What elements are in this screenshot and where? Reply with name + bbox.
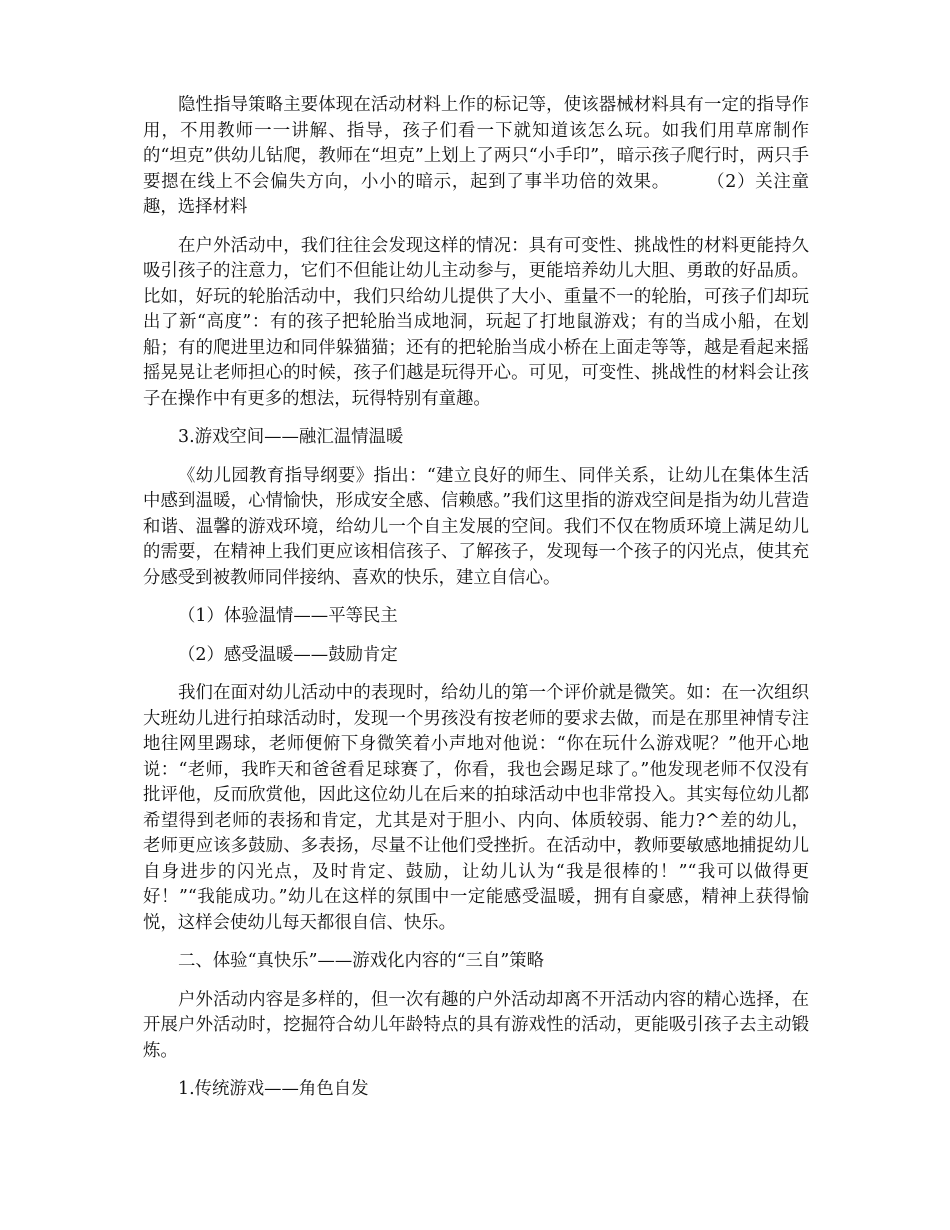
paragraph-outdoor-materials: 在户外活动中，我们往往会发现这样的情况：具有可变性、挑战性的材料更能持久吸引孩子的注意力，它们不但能让幼儿主动参与，更能培养幼儿大胆、勇敢的好品质。比如，好玩的轮胎活动中，我们只给幼儿提供了大小、重量不一的轮胎，可孩子们却玩出了新“高度”：有的孩子把轮胎当成地洞，玩起了打地鼠游戏；有的当成小船，在划船；有的爬进里边和同伴躲猫猫；还有的把轮胎当成小桥在上面走等等，越是看起来摇摇晃晃让老师担心的时候，孩子们越是玩得开心。可见，可变性、挑战性的材料会让孩子在操作中有更多的想法，玩得特别有童趣。: [143, 235, 809, 409]
heading-traditional-games: 1.传统游戏——角色自发: [178, 1079, 369, 1099]
document-body: [143, 93, 809, 1116]
paragraph-smile-evaluation: 我们在面对幼儿活动中的表现时，给幼儿的第一个评价就是微笑。如：在一次组织大班幼儿进行拍球活动时，发现一个男孩没有按老师的要求去做，而是在那里神情专注地往网里踢球，老师便俯下身微笑着小声地对他说：“你在玩什么游戏呢？”他开心地说：“老师，我昨天和爸爸看足球赛了，你看，我也会踢足球了。”他发现老师不仅没有批评他，反而欣赏他，因此这位幼儿在后来的拍球活动中也非常投入。其实每位幼儿都希望得到老师的表扬和肯定，尤其是对于胆小、内向、体质较弱、能力?^差的幼儿，老师更应该多鼓励、多表扬，尽量不让他们受挫折。在活动中，教师要敏感地捕捉幼儿自身进步的闪光点，及时肯定、鼓励，让幼儿认为“我是很棒的！”“我可以做得更好！”“我能成功。”幼儿在这样的氛围中一定能感受温暖，拥有自豪感，精神上获得愉悦，这样会使幼儿每天都很自信、快乐。: [143, 683, 809, 933]
paragraph-hidden-guidance: 隐性指导策略主要体现在活动材料上作的标记等，使该器械材料具有一定的指导作用，不用教师一一讲解、指导，孩子们看一下就知道该怎么玩。如我们用草席制作的“坦克”供幼儿钻爬，教师在“坦克”上划上了两只“小手印”，暗示孩子爬行时，两只手要摁在线上不会偏失方向，小小的暗示，起到了事半功倍的效果。 （2）关注童趣，选择材料: [143, 95, 809, 217]
subheading-feel-warmth: （2）感受温暖——鼓励肯定: [178, 644, 398, 665]
heading-real-happiness: 二、体验“真快乐”——游戏化内容的“三自”策略: [178, 951, 544, 971]
paragraph-activity-content: 户外活动内容是多样的，但一次有趣的户外活动却离不开活动内容的精心选择，在开展户外活动时，挖掘符合幼儿年龄特点的具有游戏性的活动，更能吸引孩子去主动锻炼。: [143, 989, 809, 1061]
paragraph-kindergarten-guideline: 《幼儿园教育指导纲要》指出：“建立良好的师生、同伴关系，让幼儿在集体生活中感到温暖，心情愉快，形成安全感、信赖感。”我们这里指的游戏空间是指为幼儿营造和谐、温馨的游戏环境，给幼儿一个自主发展的空间。我们不仅在物质环境上满足幼儿的需要，在精神上我们更应该相信孩子、了解孩子，发现每一个孩子的闪光点，使其充分感受到被教师同伴接纳、喜欢的快乐，建立自信心。: [143, 465, 809, 588]
subheading-experience-warmth: （1）体验温情——平等民主: [178, 606, 398, 626]
heading-game-space: 3.游戏空间——融汇温情温暖: [178, 427, 404, 447]
